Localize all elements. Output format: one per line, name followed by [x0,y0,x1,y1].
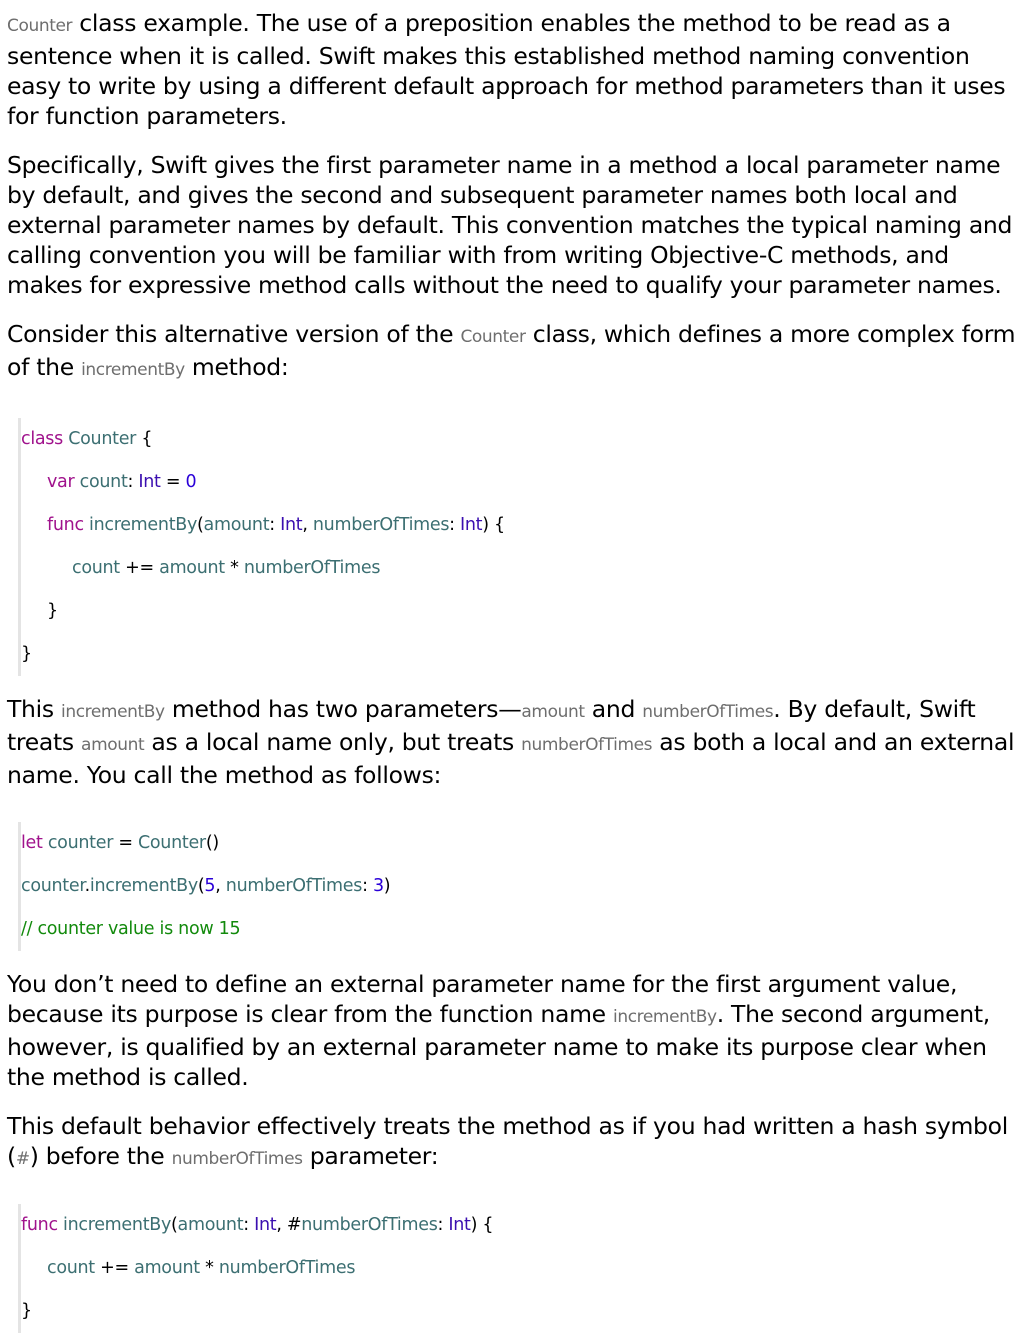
code-punct: { [136,429,153,449]
paragraph-text: as a local name only, but treats [144,728,522,756]
code-identifier: amount [134,1258,200,1278]
code-keyword: let [21,833,43,853]
paragraph-first-argument [7,969,1019,1092]
code-punct: * [224,558,244,578]
code-identifier: count [79,472,128,492]
code-number: 0 [185,472,197,492]
paragraph-text: method: [184,353,289,381]
inline-code-numberoftimes: numberOfTimes [521,735,653,755]
code-punct: ) [383,876,391,896]
paragraph-text: . The second argument, however, is qualified by an external parameter name to make its purpose clear when the method is called. [7,1000,990,1091]
code-keyword: var [47,472,75,492]
paragraph-text: This default behavior effectively treats the method as if you had written a hash symbol ( [7,1112,1008,1170]
code-punct: = [113,833,138,853]
code-line [21,1204,1019,1247]
inline-code-counter: Counter [460,327,526,347]
code-identifier: Counter [137,833,206,853]
code-type: Int [254,1215,277,1235]
paragraph-intro [7,8,1019,131]
paragraph-text: You don’t need to define an external parameter name for the first argument value, because its purpose is clear from the function name [7,970,958,1028]
code-identifier: counter [21,876,85,896]
code-identifier: incrementBy [63,1215,172,1235]
code-type: Int [448,1215,471,1235]
paragraph-text: as both a local and an external name. You call the method as follows: [7,728,1015,789]
code-punct: * [199,1258,219,1278]
code-punct: ) { [482,515,505,535]
code-keyword: class [21,429,63,449]
code-line [21,504,1019,547]
code-identifier: numberOfTimes [312,515,450,535]
code-number: 3 [372,876,384,896]
inline-code-hash: # [15,1149,30,1169]
inline-code-counter: Counter [7,16,73,36]
inline-code-numberoftimes: numberOfTimes [642,702,774,722]
code-block-hash-method [18,1204,1019,1333]
code-line: } [21,1301,32,1321]
paragraph-text: . By default, Swift treats [7,695,976,756]
inline-code-numberoftimes: numberOfTimes [171,1149,303,1169]
code-punct: : [449,515,461,535]
code-punct: , [215,876,226,896]
code-line [21,1247,1019,1290]
code-punct: : [269,515,281,535]
paragraph-text: class, which defines a more complex form of the [7,320,1016,381]
code-line: } [47,601,58,621]
code-punct: , [302,515,313,535]
inline-code-amount: amount [81,735,145,755]
code-punct: , # [276,1215,302,1235]
paragraph-text: ) before the [29,1142,172,1170]
code-punct: : [243,1215,255,1235]
code-block-call-example [18,822,1019,951]
paragraph-text: and [584,695,643,723]
paragraph-alternative-version [7,319,1019,385]
code-identifier: amount [177,1215,244,1235]
code-identifier: counter [47,833,114,853]
code-number: 5 [204,876,216,896]
code-keyword: func [47,515,84,535]
code-punct: += [94,1258,135,1278]
paragraph-text: parameter: [302,1142,439,1170]
code-punct: += [119,558,160,578]
code-type: Int [138,472,161,492]
code-punct: ( [197,515,204,535]
code-identifier: count [47,1258,95,1278]
code-punct: ) { [470,1215,494,1235]
paragraph-text: class example. The use of a preposition enables the method to be read as a sentence when it is called. Swift makes this established method naming convention easy to write by using a different default approach for method parameters than it uses for function parameters. [7,9,1006,130]
code-punct: = [160,472,186,492]
code-punct: . [84,876,90,896]
code-identifier: Counter [68,429,137,449]
inline-code-incrementby: incrementBy [61,702,165,722]
code-type: Int [460,515,483,535]
code-line: } [21,644,32,664]
code-comment: // counter value is now 15 [21,919,241,939]
code-punct: : [127,472,139,492]
inline-code-incrementby: incrementBy [613,1007,717,1027]
code-line [21,547,1019,590]
code-identifier: amount [203,515,270,535]
code-punct: ( [171,1215,178,1235]
paragraph-text: method has two parameters— [164,695,522,723]
code-block-counter-class [18,418,1019,676]
code-identifier: numberOfTimes [301,1215,438,1235]
code-punct: ( [197,876,205,896]
code-identifier: numberOfTimes [218,1258,356,1278]
paragraph-parameter-names: Specifically, Swift gives the first parameter name in a method a local parameter name by default, and gives the second and subsequent parameter names both local and external parameter names by default. This convention matches the typical naming and calling convention you will be familiar with from writing Objective-C methods, and makes for expressive method calls without the need to qualify your parameter names. [7,151,1013,299]
paragraph-two-parameters [7,694,1019,790]
inline-code-incrementby: incrementBy [81,360,185,380]
code-identifier: numberOfTimes [225,876,363,896]
code-punct: : [437,1215,449,1235]
code-line [21,822,1019,865]
code-identifier: count [72,558,120,578]
code-identifier: numberOfTimes [243,558,381,578]
code-keyword: func [21,1215,58,1235]
code-punct: () [205,833,219,853]
paragraph-hash-symbol [7,1111,1019,1174]
inline-code-amount: amount [521,702,585,722]
code-identifier: amount [159,558,225,578]
code-identifier: incrementBy [89,515,198,535]
code-type: Int [280,515,303,535]
code-identifier: incrementBy [89,876,198,896]
code-line [21,418,1019,461]
document-page [7,8,1019,1333]
paragraph-text: This [7,695,61,723]
code-punct: : [362,876,373,896]
paragraph-text: Consider this alternative version of the [7,320,461,348]
code-line [21,461,1019,504]
code-line [21,865,1019,908]
